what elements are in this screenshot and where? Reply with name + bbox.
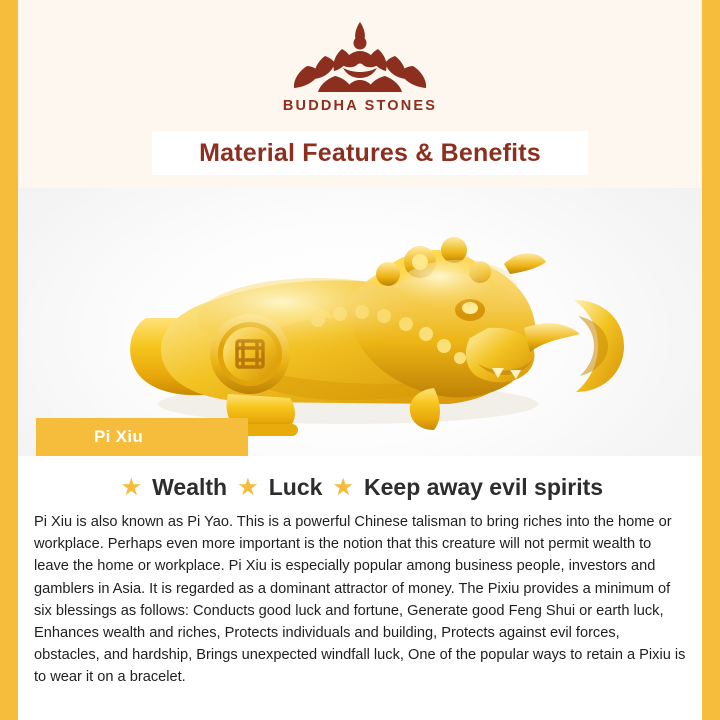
description-section xyxy=(18,456,702,720)
benefit-evil-spirits: Keep away evil spirits xyxy=(364,474,604,500)
star-icon: ★ xyxy=(333,476,353,499)
lotus-meditation-icon xyxy=(285,18,435,96)
description-paragraph: Pi Xiu is also known as Pi Yao. This is a powerful Chinese talisman to bring riches into the home or workplace. Perhaps even more important is the notion that this creature will not permit wealth to leave the home or workplace. Pi Xiu is especially popular among business people, investors and gamblers in Asia. It is regarded as a dominant attractor of money. The Pixiu provides a minimum of six blessings as follows: Conducts good luck and fortune, Generate good Feng Shui or earth luck, Enhances wealth and riches, Protects individuals and building, Protects against evil forces, obstacles, and hardship, Brings unexpected windfall luck, One of the popular ways to retain a Pixiu is to wear it on a bracelet. xyxy=(34,514,686,686)
star-icon: ★ xyxy=(238,476,258,499)
gold-pixiu-pendant-illustration xyxy=(18,188,702,456)
product-caption-label: Pi Xiu xyxy=(94,427,144,446)
brand-logo xyxy=(18,18,702,114)
left-gold-bar xyxy=(0,0,18,720)
brand-name: BUDDHA STONES xyxy=(282,98,438,114)
benefits-headline xyxy=(28,474,692,501)
right-gold-bar xyxy=(702,0,720,720)
star-icon: ★ xyxy=(121,476,141,499)
benefit-wealth: Wealth xyxy=(152,474,228,500)
title-band xyxy=(152,131,588,175)
product-photo xyxy=(18,188,702,456)
product-caption xyxy=(36,418,248,456)
page-title: Material Features & Benefits xyxy=(199,138,541,167)
header xyxy=(18,0,702,188)
benefit-luck: Luck xyxy=(268,474,323,500)
